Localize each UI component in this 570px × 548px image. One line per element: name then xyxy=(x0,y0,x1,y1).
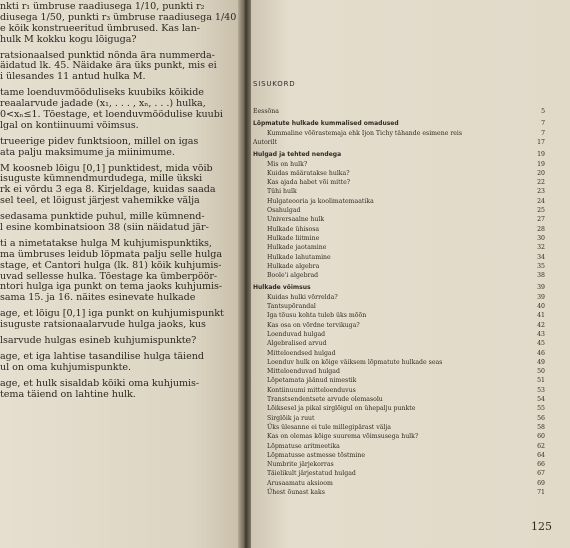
toc-entry xyxy=(253,179,545,187)
toc-entry-page: 34 xyxy=(537,253,545,261)
text-line: uvad sellesse hulka. Tõestage ka ümberpöör- xyxy=(0,271,218,282)
toc-entry-page: 5 xyxy=(541,108,545,115)
text-line: lgal on kontiinuumi võimsus. xyxy=(0,120,139,131)
toc-entry-page: 49 xyxy=(537,358,545,366)
left-page-text xyxy=(0,2,238,401)
toc-entry-title: Lõiksesel ja pikal sirglõigul on ühepalju punkte xyxy=(267,405,416,413)
toc-entry-page: 51 xyxy=(537,377,545,385)
toc-entry xyxy=(253,443,545,451)
toc-entry-title: Kas osa on võrdne tervikuga? xyxy=(267,321,360,329)
toc-entry-title: Hulgateooria ja koolimatemaatika xyxy=(267,197,374,205)
toc-entry xyxy=(253,198,545,206)
toc-entry xyxy=(253,452,545,460)
toc-entry-title: Loenduvad hulgad xyxy=(267,330,326,338)
toc-entry-title: Mitteloenduvad hulgad xyxy=(267,368,340,376)
toc-entry xyxy=(253,340,545,348)
toc-entry-page: 66 xyxy=(537,461,545,469)
toc-entry-page: 19 xyxy=(537,160,545,168)
toc-entry xyxy=(253,461,545,469)
text-line: e kõik konstrueeritud ümbrused. Kas lan- xyxy=(0,23,200,34)
text-line: sel teel, et lõigust järjest vahemikke välja xyxy=(0,196,200,207)
text-line: sedasama punktide puhul, mille kümnend- xyxy=(0,212,205,223)
toc-entry-title: Tantsupõrandal xyxy=(267,303,316,310)
toc-entry-title: Hulkade ühisosa xyxy=(267,225,320,233)
toc-entry-title: Hulkade lahutamine xyxy=(267,253,331,261)
toc-entry-title: Boole'i algebrad xyxy=(267,272,319,280)
toc-entry-page: 40 xyxy=(537,303,545,310)
toc-entry-page: 41 xyxy=(537,312,545,320)
toc-entry xyxy=(253,120,545,128)
toc-entry-title: Ühest õunast kaks xyxy=(267,489,325,496)
toc-entry xyxy=(253,396,545,404)
text-line: isuguste kümnendmurdudega, mille ükski xyxy=(0,174,203,185)
text-line: M koosneb lõigu [0,1] punktidest, mida võib xyxy=(0,163,213,174)
toc-entry-title: Kontiinuumi mitteloenduvus xyxy=(267,386,356,394)
toc-entry-page: 20 xyxy=(537,169,545,177)
text-line: diusega 1/50, punkti r₃ ümbruse raadiusega 1/40 xyxy=(0,12,237,23)
toc-entry-title: Mitteloendsed hulgad xyxy=(267,349,336,357)
toc-entry-title: Lõpmatuse aritmeetika xyxy=(267,442,340,450)
text-line: age, et lõigu [0,1] iga punkt on kuhjumispunkt xyxy=(0,309,224,320)
toc-entry-page: 23 xyxy=(537,188,545,196)
toc-entry-title: Iga tõusu kohta tuleb üks mõõn xyxy=(267,312,367,320)
toc-entry xyxy=(253,294,545,302)
toc-entry xyxy=(253,244,545,252)
toc-entry xyxy=(253,170,545,178)
toc-entry-page: 42 xyxy=(537,321,545,329)
toc-entry xyxy=(253,226,545,234)
toc-entry-title: Kummaline võõrastemaja ehk Ijon Tichy tähande esimene reis xyxy=(267,129,463,137)
text-line: nkti r₁ ümbruse raadiusega 1/10, punkti r₂ xyxy=(0,2,205,12)
toc-entry-title: Kas on olemas kõige suurema võimsusega hulk? xyxy=(267,433,419,441)
toc-entry-title: Üks ülesanne ei tule millegipärast välja xyxy=(267,423,391,431)
toc-entry xyxy=(253,470,545,478)
toc-title: SISUKORD xyxy=(253,80,296,88)
toc-entry-title: Kuidas määratakse hulka? xyxy=(267,169,350,177)
toc-entry xyxy=(253,331,545,339)
text-line: l esine kombinatsioon 38 (siin näidatud jär- xyxy=(0,223,209,234)
text-line: hulk M kokku kogu lõiguga? xyxy=(0,34,137,45)
toc-entry xyxy=(253,254,545,262)
text-line: ma ümbruses leidub lõpmata palju selle hulga xyxy=(0,249,223,260)
toc-entry-title: Kas ajada habet või mitte? xyxy=(267,179,351,187)
toc-entry-title: Arusaamatu aksioom xyxy=(267,479,333,487)
toc-entry-title: Hulgad ja tehted nendega xyxy=(253,151,342,159)
toc-entry xyxy=(253,387,545,395)
toc-entry-title: Mis on hulk? xyxy=(267,160,308,168)
toc-entry-title: Täielikult järjestatud hulgad xyxy=(267,470,356,478)
toc-entry-title: Transtsendentsete arvude olemasolu xyxy=(267,396,383,403)
toc-entry-page: 19 xyxy=(537,151,545,159)
toc-entry xyxy=(253,322,545,330)
toc-entry-page: 7 xyxy=(541,129,545,137)
toc-entry-page: 30 xyxy=(537,234,545,242)
toc-entry xyxy=(253,350,545,358)
toc-entry-title: Hulkade algebra xyxy=(267,262,320,270)
toc-entry-page: 17 xyxy=(537,138,545,146)
text-line: ata palju maksimume ja miinimume. xyxy=(0,147,175,158)
page-number: 125 xyxy=(531,520,552,533)
toc-entry xyxy=(253,424,545,432)
text-line: tema täiend on lahtine hulk. xyxy=(0,389,136,400)
toc-entry xyxy=(253,161,545,169)
toc-entry xyxy=(253,207,545,215)
toc-entry xyxy=(253,188,545,196)
text-line: 0<xₙ≤1. Tõestage, et loenduvmõõdulise kuubi xyxy=(0,110,223,121)
toc-entry xyxy=(253,312,545,320)
text-line: ti a nimetatakse hulga M kuhjumispunktiks, xyxy=(0,238,212,249)
toc-entry xyxy=(253,216,545,224)
text-line: isuguste ratsionaalarvude hulga jaoks, kus xyxy=(0,320,206,331)
toc-entry xyxy=(253,359,545,367)
toc-entry-title: Algebralised arvud xyxy=(267,340,327,348)
toc-entry-title: Hulkade liitmine xyxy=(267,234,320,242)
toc-entry-page: 50 xyxy=(537,368,545,376)
text-line: i ülesandes 11 antud hulka M. xyxy=(0,72,146,83)
toc-entry xyxy=(253,284,545,292)
toc-entry xyxy=(253,303,545,311)
toc-entry xyxy=(253,151,545,159)
toc-entry-page: 39 xyxy=(537,284,545,292)
text-line: ratsionaalsed punktid nõnda ära nummerda- xyxy=(0,50,215,61)
toc-entry-page: 71 xyxy=(537,489,545,496)
left-page xyxy=(0,0,240,548)
text-line: sama 15. ja 16. näites esinevate hulkade xyxy=(0,293,196,304)
toc-entry xyxy=(253,368,545,376)
toc-entry-page: 27 xyxy=(537,216,545,224)
toc-entry-title: Hulkade võimsus xyxy=(253,284,311,292)
text-line: ul on oma kuhjumispunkte. xyxy=(0,362,132,373)
toc-entry-page: 45 xyxy=(537,340,545,348)
toc-entry-page: 62 xyxy=(537,442,545,450)
toc-entry-title: Hulkade jaotamine xyxy=(267,244,327,252)
toc-entry-page: 55 xyxy=(537,405,545,413)
toc-entry-page: 46 xyxy=(537,349,545,357)
toc-entry-page: 38 xyxy=(537,272,545,280)
toc-entry-page: 58 xyxy=(537,423,545,431)
toc-entry xyxy=(253,130,545,138)
toc-entry-title: Autorilt xyxy=(253,138,278,146)
toc-entry-page: 69 xyxy=(537,479,545,487)
toc-entry-title: Loenduv hulk on kõige väiksem lõpmatute hulkade seas xyxy=(267,358,443,366)
toc-entry xyxy=(253,480,545,488)
toc-entry-page: 35 xyxy=(537,262,545,270)
toc-entry-title: Lõpmatute hulkade kummalised omadused xyxy=(253,120,399,128)
text-line: äidatud lk. 45. Näidake ära üks punkt, mis ei xyxy=(0,61,217,72)
toc-entry-page: 28 xyxy=(537,225,545,233)
toc-entry-page: 22 xyxy=(537,179,545,187)
text-line: ntori hulga iga punkt on tema jaoks kuhjumis- xyxy=(0,282,223,293)
text-line: tame loenduvmõõduliseks kuubiks kõikide xyxy=(0,88,204,99)
toc-entry-page: 53 xyxy=(537,386,545,394)
toc-entry-page: 64 xyxy=(537,451,545,459)
toc-entry xyxy=(253,377,545,385)
toc-entry xyxy=(253,405,545,413)
toc-entry-page: 39 xyxy=(537,293,545,301)
toc-entry xyxy=(253,235,545,243)
toc-entry xyxy=(253,433,545,441)
text-line: age, et hulk sisaldab kõiki oma kuhjumis- xyxy=(0,378,200,389)
toc-entry-page: 24 xyxy=(537,197,545,205)
toc-entry-title: Eessõna xyxy=(253,108,279,115)
toc-entry-page: 67 xyxy=(537,470,545,478)
text-line: stage, et Cantori hulga (lk. 81) kõik kuhjumis- xyxy=(0,260,222,271)
toc-entry-page: 43 xyxy=(537,330,545,338)
text-line: age, et iga lahtise tasandilise hulga täiend xyxy=(0,351,204,362)
right-page xyxy=(251,0,570,548)
toc-entry xyxy=(253,272,545,280)
toc-entry-page: 56 xyxy=(537,414,545,422)
toc-entry xyxy=(253,263,545,271)
toc-entry-title: Numbrite järjekorras xyxy=(267,461,334,469)
toc-entry-title: Universaalne hulk xyxy=(267,216,325,224)
toc-entry-title: Sirglõik ja ruut xyxy=(267,414,315,422)
toc-entry-page: 32 xyxy=(537,244,545,252)
text-line: reaalarvude jadade (x₁, . . . , xₙ, . . .) hulka, xyxy=(0,99,206,110)
book-gutter xyxy=(238,0,252,548)
toc-entry xyxy=(253,108,545,116)
toc-entry xyxy=(253,139,545,147)
toc-entry-title: Lõpetamata jäänud nimestik xyxy=(267,377,357,385)
toc-entry-page: 60 xyxy=(537,433,545,441)
toc-entry-page: 54 xyxy=(537,396,545,403)
toc-entry-title: Tühi hulk xyxy=(267,188,297,196)
toc-entry-title: Kuidas hulki võrrelda? xyxy=(267,293,338,301)
toc-entry-page: 25 xyxy=(537,207,545,214)
toc-entry xyxy=(253,489,545,497)
toc-entry xyxy=(253,415,545,423)
toc-entry-page: 7 xyxy=(541,120,545,128)
text-line: lsarvude hulgas esineb kuhjumispunkte? xyxy=(0,336,197,347)
text-line: trueerige pidev funktsioon, millel on igas xyxy=(0,136,199,147)
toc-entry-title: Osahulgad xyxy=(267,207,301,214)
text-line: rk ei võrdu 3 ega 8. Kirjeldage, kuidas saada xyxy=(0,185,216,196)
toc-entry-title: Lõpmatusse astmesse tõstmine xyxy=(267,451,366,459)
